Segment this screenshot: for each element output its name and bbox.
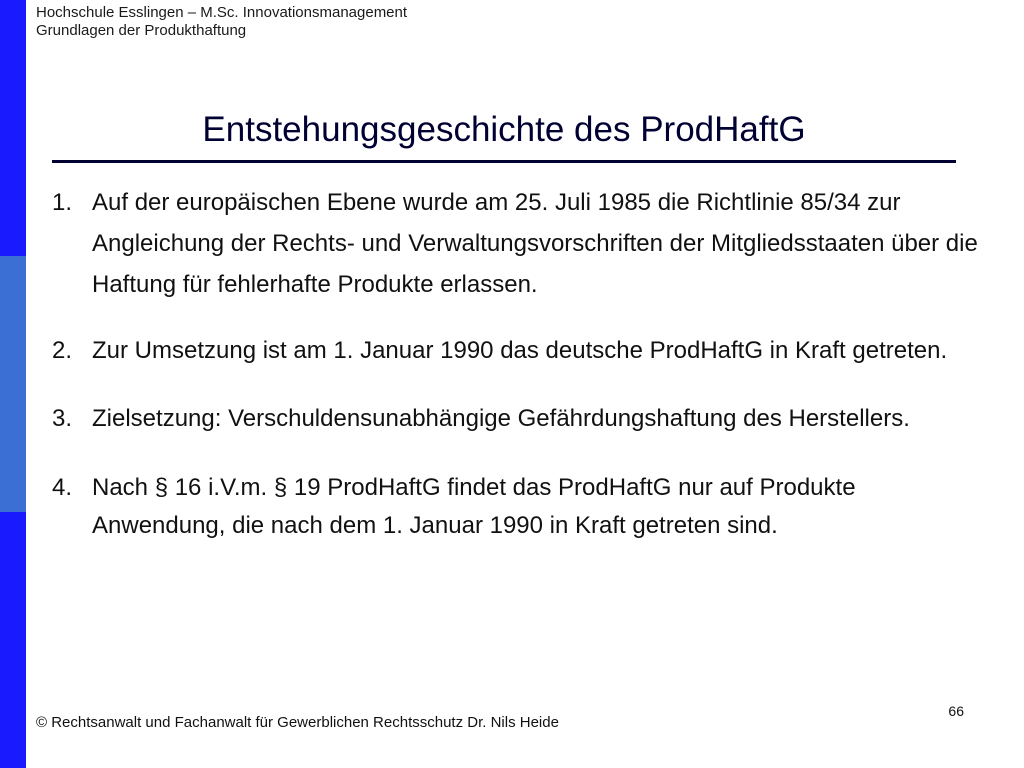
list-item-number: 1. xyxy=(52,189,73,216)
copyright-footer: © Rechtsanwalt und Fachanwalt für Gewerblichen Rechtsschutz Dr. Nils Heide xyxy=(36,714,559,731)
slide-title: Entstehungsgeschichte des ProdHaftG xyxy=(202,110,806,149)
header-line-institution: Hochschule Esslingen – M.Sc. Innovationsmanagement xyxy=(36,4,408,21)
side-bar-segment-top xyxy=(0,0,26,256)
side-color-bar xyxy=(0,0,26,768)
side-bar-segment-middle xyxy=(0,256,26,512)
numbered-list xyxy=(52,182,982,545)
title-underline xyxy=(52,160,956,163)
header-line-course: Grundlagen der Produkthaftung xyxy=(36,22,247,39)
list-item-number: 2. xyxy=(52,337,73,364)
list-item-number: 4. xyxy=(52,474,73,501)
slide-header xyxy=(36,4,407,40)
list-item-text: Auf der europäischen Ebene wurde am 25. Juli 1985 die Richtlinie 85/34 zur Angleichung der Rechts- und Verwaltungsvorschriften der Mitgliedsstaaten über die Haftung für fehlerhafte Produkte erlassen. xyxy=(92,189,978,298)
list-item xyxy=(52,330,982,371)
list-item-text: Nach § 16 i.V.m. § 19 ProdHaftG findet das ProdHaftG nur auf Produkte Anwendung, die nach dem 1. Januar 1990 in Kraft getreten sind. xyxy=(92,474,856,539)
page-number: 66 xyxy=(948,703,964,719)
list-item-text: Zur Umsetzung ist am 1. Januar 1990 das deutsche ProdHaftG in Kraft getreten. xyxy=(92,337,948,364)
list-item-number: 3. xyxy=(52,405,73,432)
list-item-text: Zielsetzung: Verschuldensunabhängige Gefährdungshaftung des Herstellers. xyxy=(92,405,910,432)
list-item xyxy=(52,182,982,305)
list-item xyxy=(52,402,982,435)
side-bar-segment-bottom xyxy=(0,512,26,768)
list-item xyxy=(52,469,982,545)
